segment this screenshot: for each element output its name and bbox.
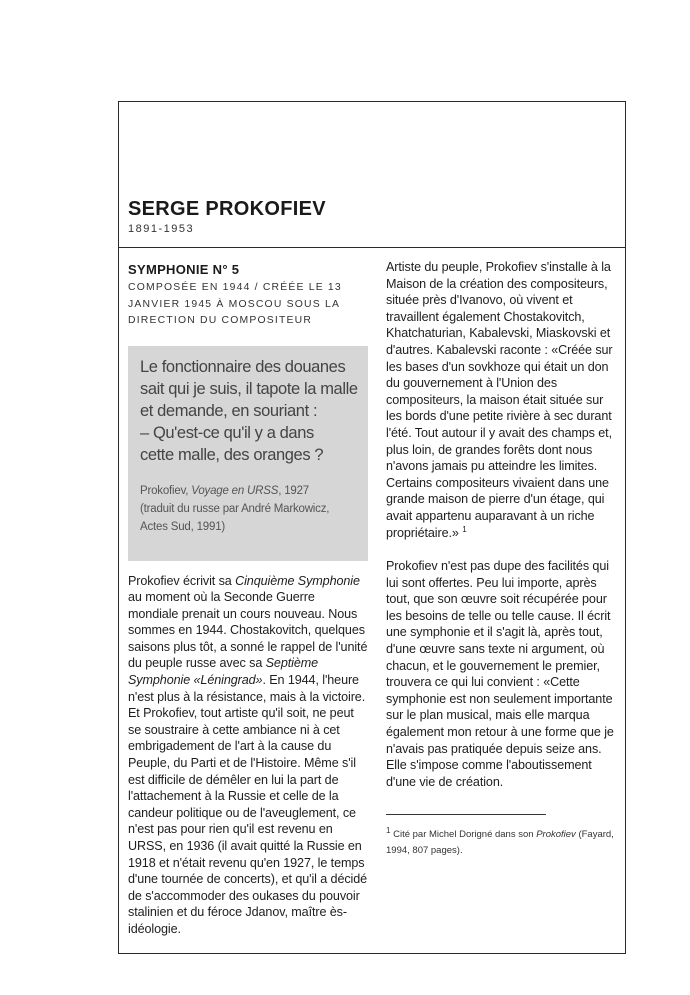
quote-line: – Qu'est-ce qu'il y a dans bbox=[140, 423, 314, 442]
quote-source-translator: (traduit du russe par André Markowicz, bbox=[140, 502, 330, 515]
quote-source-publisher: Actes Sud, 1991) bbox=[140, 520, 226, 533]
quote-source-title: Voyage en URSS bbox=[191, 484, 279, 497]
quote-line: Le fonctionnaire des douanes bbox=[140, 357, 346, 376]
footnote-text: (Fayard, 1994, 807 pages). bbox=[386, 829, 614, 857]
footnote-book-title: Prokofiev bbox=[536, 829, 576, 841]
left-column bbox=[128, 259, 368, 938]
quote-source-line bbox=[140, 482, 362, 500]
left-body-work-title: Septième Symphonie «Léningrad» bbox=[128, 656, 319, 688]
right-column bbox=[386, 259, 618, 859]
work-info-line: JANVIER 1945 À MOSCOU SOUS LA bbox=[128, 298, 341, 310]
footnote-number: 1 bbox=[386, 826, 391, 836]
right-body-paragraph-2: Prokofiev n'est pas dupe des facilités qui lui sont offertes. Peu lui importe, après tout, que son œuvre soit récupérée pour les besoins de telle ou telle cause. Il écrit une symphonie et il s'agit là, après tout, d'une œuvre sans texte ni argument, où chacun, et le gouvernement le premier, trouvera ce qui lui convient : «Cette symphonie est non seulement importante sur le plan musical, mais elle marqua également mon retour à une forme que je n'avais pas pratiquée depuis seize ans. Elle s'impose comme l'aboutissement d'une vie de création. bbox=[386, 559, 614, 789]
quote-text bbox=[140, 356, 358, 466]
header-rule bbox=[118, 247, 626, 248]
quote-line: sait qui je suis, il tapote la malle bbox=[140, 379, 358, 398]
footnote-text: Cité par Michel Dorigné dans son bbox=[390, 829, 537, 841]
left-body-work-title: Cinquième Symphonie bbox=[235, 573, 360, 588]
right-body-text: Artiste du peuple, Prokofiev s'installe à la Maison de la création des compositeurs, située près d'Ivanovo, où vivent et travaillent également Chostakovitch, Khatchaturian, Kabalevski, Miaskovski et d'autres. Kabalevski raconte : «Créée sur les bases d'un sovkhoze qui était un don du gouvernement à l'Union des compositeurs, la maison était située sur les bords d'une petite rivière à sec durant l'été. Tout autour il y avait des champs et, plus loin, de grandes forêts dont nous n'avons jamais pu atteindre les limites. Certains compositeurs vivaient dans une grande maison de pierre d'un étage, qui avait appartenu auparavant à un riche propriétaire.» bbox=[386, 260, 613, 540]
work-info bbox=[128, 280, 368, 330]
composer-dates: 1891-1953 bbox=[128, 223, 195, 235]
left-body-paragraph bbox=[128, 573, 368, 938]
footnote-rule bbox=[386, 814, 546, 815]
footnote-reference: 1 bbox=[462, 524, 467, 534]
quote-source-author: Prokofiev, bbox=[140, 484, 192, 497]
quote-source bbox=[140, 482, 362, 536]
quote-line: cette malle, des oranges ? bbox=[140, 445, 324, 464]
left-body-text: . En 1944, l'heure n'est plus à la résistance, mais à la victoire. Et Prokofiev, tout artiste qu'il soit, ne peut se soustraire à cette ambiance ni à cet embrigadement de l'art à la cause du Peuple, du Parti et de l'Histoire. Même s'il est difficile de démêler en lui la part de l'attachement à la Russie et celle de la candeur politique ou de l'aveuglement, ce n'est pas pour rien qu'il est revenu en URSS, en 1936 (il avait quitté la Russie en 1918 et n'était revenu qu'en 1927, le temps d'une tournée de concerts), et qu'il a décidé de s'accommoder des oukases du pouvoir stalinien et du féroce Jdanov, maître ès-idéologie. bbox=[128, 673, 368, 936]
left-body-text: au moment où la Seconde Guerre mondiale prenait un cours nouveau. Nous sommes en 1944. Chostakovitch, quelques saisons plus tôt, a sonné le rappel de l'unité du peuple russe avec sa bbox=[128, 590, 368, 671]
work-info-line: COMPOSÉE EN 1944 / CRÉÉE LE 13 bbox=[128, 282, 342, 293]
work-info-line: DIRECTION DU COMPOSITEUR bbox=[128, 315, 313, 326]
composer-name: SERGE PROKOFIEV bbox=[128, 198, 326, 220]
quote-box bbox=[128, 346, 368, 561]
left-body-text: Prokofiev écrivit sa bbox=[128, 573, 236, 588]
right-body-paragraph-1 bbox=[386, 259, 618, 541]
footnote bbox=[386, 827, 618, 859]
quote-source-year: , 1927 bbox=[278, 484, 309, 497]
work-title: SYMPHONIE N° 5 bbox=[128, 262, 240, 277]
quote-line: et demande, en souriant : bbox=[140, 401, 318, 420]
